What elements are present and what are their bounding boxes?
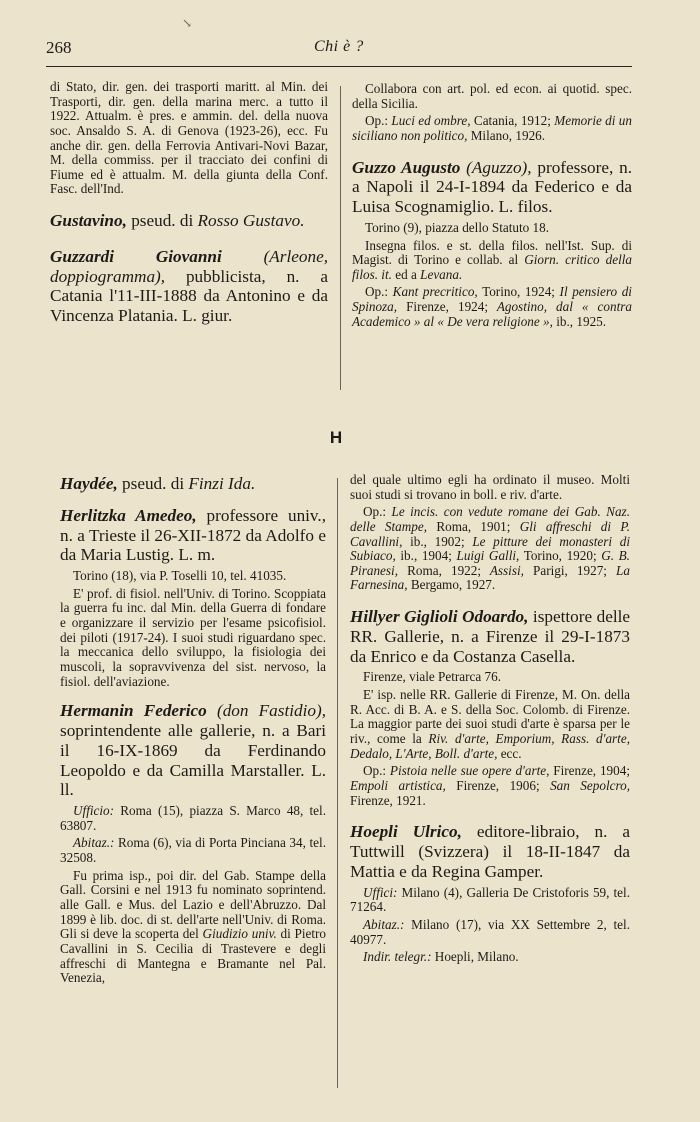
real-name: Rosso Gustavo. <box>197 211 305 231</box>
entry-summary: ispettore delle RR. Gallerie, n. a Firenze il 29-I-1873 da Enrico e da Costanza Casella. <box>350 607 630 666</box>
office-label: Uffici: <box>363 884 398 900</box>
entry-biography: E' prof. di fisiol. nell'Univ. di Torino. Scoppiata la guerra fu inc. dal Min. della Guerra di fondare e organizzare il servizio per l'esame psicofisiol. dei piloti (1917-24). I suoi studi riguardano spec. la meccanica dello sviluppo, la fisiologia dei muscoli, la sopravvivenza del sist. nervoso, la fisiol. dell'aviazione. <box>60 585 326 689</box>
entry-summary: pubblicista, n. a Catania l'11-III-1888 da Antonino e da Vincenza Platania. L. giur. <box>50 266 328 326</box>
pseud-label: pseud. di <box>126 211 198 231</box>
home-address: Milano (17), via XX Settembre 2, tel. 40977. <box>350 916 630 947</box>
work-title: Luci ed ombre, <box>388 113 471 129</box>
entry-address: Torino (18), via P. Toselli 10, tel. 41035. <box>73 568 287 584</box>
work-title: Le incis. con vedute romane dei Gab. Naz. delle Stampe, <box>350 504 630 534</box>
real-name: Finzi Ida. <box>188 474 256 493</box>
entry-name: Herlitzka Amedeo, <box>60 505 197 525</box>
work-title: Kant precritico, <box>388 284 478 300</box>
work-pub: Firenze, 1924; <box>397 299 489 315</box>
office-address: Roma (15), piazza S. Marco 48, tel. 63807. <box>60 803 326 833</box>
entry-heading <box>352 158 632 217</box>
entry-biography <box>60 869 326 986</box>
bio-text: di Pietro Cavallini in S. Cecilia di Trastevere e degli affreschi di Mantegna e Bramante nel Pal. Venezia, <box>60 926 326 986</box>
entry-hoepli <box>350 822 630 965</box>
section-letter: H <box>329 428 343 447</box>
entry-gustavino <box>50 211 328 231</box>
entry-biography <box>352 239 632 283</box>
work-pub: Firenze, 1921. <box>350 792 426 808</box>
column-left-bottom <box>60 474 326 998</box>
work-pub: Roma, 1901; <box>427 518 511 534</box>
journal-title: Giorn. critico della filos. it. <box>352 252 632 282</box>
work-title: La Farnesina, <box>350 562 630 593</box>
entry-biography <box>350 688 630 761</box>
entry-summary: soprintendente alle gallerie, n. a Bari il 16-IX-1869 da Ferdinando Leopoldo e da Camilla Marstaller. L. ll. <box>60 721 326 800</box>
bio-text: Insegna filos. e st. della filos. nell'Ist. Sup. di Magist. di Torino e collab. al <box>352 237 632 268</box>
entry-heading <box>50 247 328 326</box>
bio-text: ecc. <box>497 745 522 761</box>
entry-heading <box>60 474 326 494</box>
work-title: Luigi Galli, <box>451 548 520 564</box>
home-label: Abitaz.: <box>363 916 405 932</box>
work-pub: Torino, 1924; <box>477 284 555 300</box>
works-list <box>352 285 632 329</box>
entry-guzzo <box>352 158 632 330</box>
work-pub: ib., 1925. <box>552 313 607 329</box>
work-title: Giudizio univ. <box>198 926 277 942</box>
entry-telegraph <box>350 950 630 965</box>
page-header <box>46 38 626 62</box>
journal-title: Levana. <box>416 266 463 282</box>
home-address: Roma (6), via di Porta Pinciana 34, tel. 32508. <box>60 835 326 866</box>
work-title: Empoli artistica, <box>350 777 446 793</box>
column-divider <box>340 86 341 390</box>
page-number: 268 <box>46 38 72 57</box>
entry-heading <box>350 607 630 666</box>
entry-name: Guzzo Augusto <box>352 157 461 177</box>
continued-entry-text: di Stato, dir. gen. dei trasporti maritt. al Min. dei Trasporti, dir. gen. della marina merc. a tutto il 1922. Attualm. è pres. e ammin. del. della nuova soc. Ansaldo S. A. di Genova (1923-26), ecc. Fu anche dir. gen. della Ferrovia Antivari-Novi Bazar, M. della commiss. per il tracciato dei confini di Fiume ed è attualm. M. della giunta della Conf. Fasc. dell'Ind. <box>50 79 328 197</box>
entry-hermanin <box>60 701 326 986</box>
work-pub: ib., 1902; <box>402 533 465 549</box>
entry-office <box>350 886 630 915</box>
work-pub: Catania, 1912; <box>470 113 551 129</box>
work-title: Gli affreschi di P. Cavallini, <box>350 518 630 549</box>
journal-title: Riv. d'arte, Emporium, Rass. d'arte, Dedalo, L'Arte, Boll. d'arte, <box>350 731 630 761</box>
entry-name: Gustavino, <box>50 211 127 231</box>
works-label: Op.: <box>363 763 387 779</box>
entry-alias: (don Fastidio), <box>206 701 327 721</box>
continued-entry-text: Collabora con art. pol. ed econ. ai quotid. spec. della Sicilia. <box>352 81 632 111</box>
work-title: G. B. Piranesi, <box>350 548 630 578</box>
entry-heading <box>60 701 326 800</box>
entry-heading <box>350 822 630 881</box>
works-list <box>350 764 630 808</box>
home-label: Abitaz.: <box>73 835 115 851</box>
column-right-top <box>352 82 632 341</box>
telegraph-address: Hoepli, Milano. <box>431 949 519 965</box>
work-pub: Firenze, 1904; <box>549 763 630 779</box>
work-pub: Roma, 1922; <box>398 562 482 578</box>
work-title: Il pensiero di Spinoza, <box>352 284 632 315</box>
entry-home <box>60 836 326 865</box>
entry-summary: professore, n. a Napoli il 24-I-1894 da Federico e da Luisa Scognamiglio. L. filos. <box>352 157 632 217</box>
work-title: San Sepolcro, <box>539 777 630 793</box>
entry-guzzardi <box>50 247 328 326</box>
work-title: Memorie di un siciliano non politico, <box>352 113 632 143</box>
entry-name: Hillyer Giglioli Odoardo, <box>350 607 529 627</box>
works-list <box>352 114 632 143</box>
entry-summary: professore univ., n. a Trieste il 26-XII-1872 da Adolfo e da Maria Lustig. L. m. <box>60 505 327 565</box>
work-pub: Bergamo, 1927. <box>407 577 496 593</box>
pseud-label: pseud. di <box>117 474 189 493</box>
works-label: Op.: <box>363 504 387 520</box>
bio-text: ed a <box>391 266 417 282</box>
column-divider <box>337 478 338 1088</box>
continued-entry-text: del quale ultimo egli ha ordinato il museo. Molti suoi studi si trovano in boll. e riv. d'arte. <box>350 472 630 502</box>
entry-heading <box>60 506 326 565</box>
bio-text: E' isp. nelle RR. Gallerie di Firenze, M. On. della R. Acc. di B. A. e S. della Soc. Colomb. di Firenze. La maggior parte dei suoi studi d'arte è sparsa per le riv., come la <box>350 687 630 747</box>
work-pub: Firenze, 1906; <box>445 777 540 793</box>
header-rule <box>46 66 632 67</box>
entry-address: Torino (9), piazza dello Statuto 18. <box>365 219 550 235</box>
work-title: Pistoia nelle sue opere d'arte, <box>386 763 550 779</box>
column-left-top <box>50 80 328 338</box>
entry-haydee <box>60 474 326 494</box>
entry-herlitzka <box>60 506 326 689</box>
office-address: Milano (4), Galleria De Cristoforis 59, tel. 71264. <box>350 884 630 915</box>
entry-alias: (Arleone, doppiogramma), <box>50 246 328 286</box>
work-pub: Milano, 1926. <box>467 127 546 143</box>
entry-name: Guzzardi Giovanni <box>50 246 222 266</box>
telegraph-label: Indir. telegr.: <box>363 949 432 965</box>
works-list <box>350 505 630 593</box>
column-right-bottom <box>350 473 630 977</box>
entry-heading <box>50 211 328 231</box>
entry-alias: (Aguzzo), <box>460 157 532 177</box>
work-pub: Parigi, 1927; <box>523 562 607 578</box>
work-pub: ib., 1904; <box>395 548 452 564</box>
entry-address: Firenze, viale Petrarca 76. <box>363 669 502 685</box>
entry-name: Haydée, <box>60 474 118 493</box>
work-title: Agostino, dal « contra Academico » al « De vera religione », <box>352 299 632 329</box>
works-label: Op.: <box>365 284 389 300</box>
work-title: Assisi, <box>481 562 524 578</box>
entry-office <box>60 804 326 833</box>
entry-name: Hoepli Ulrico, <box>350 822 462 842</box>
work-title: Le pitture dei monasteri di Subiaco, <box>350 533 631 564</box>
entry-summary: editore-libraio, n. a Tuttwill (Svizzera) il 18-II-1847 da Mattia e da Regina Gamper. <box>350 822 630 881</box>
entry-home <box>350 918 630 947</box>
entry-hillyer <box>350 607 630 808</box>
decorative-mark: ↘ <box>182 16 193 30</box>
work-pub: Torino, 1920; <box>519 548 597 564</box>
office-label: Ufficio: <box>73 803 115 819</box>
works-label: Op.: <box>365 113 389 129</box>
entry-name: Hermanin Federico <box>60 701 207 721</box>
running-head: Chi è ? <box>314 38 364 55</box>
bio-text: Fu prima isp., poi dir. del Gab. Stampe della Gall. Corsini e nel 1913 fu nominato soprintend. alle Gall. e Mus. del Lazio e dell'Abruzzo. Dal 1899 è lib. doc. di st. dell'arte nell'Univ. di Roma. Gli si deve la scoperta del <box>60 867 326 942</box>
